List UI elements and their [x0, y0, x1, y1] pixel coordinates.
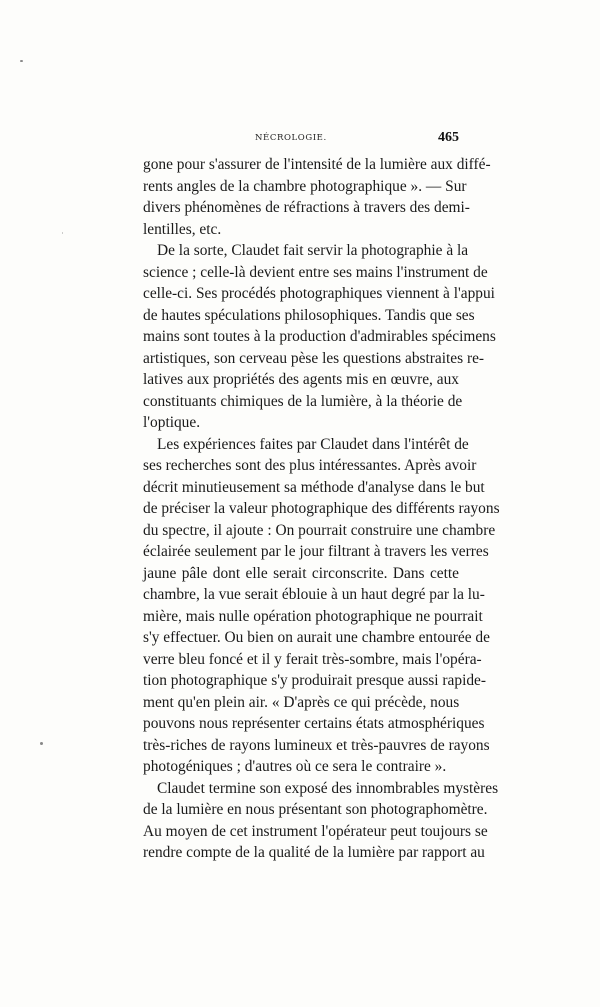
text-line: de préciser la valeur photographique des différents rayons	[143, 500, 500, 517]
page-number: 465	[438, 130, 459, 145]
text-line: Claudet termine son exposé des innombrables mystères	[157, 779, 499, 797]
text-line: Au moyen de cet instrument l'opérateur peut toujours se	[143, 822, 488, 840]
paragraph	[143, 240, 496, 434]
text-line: ses recherches sont des plus intéressantes. Après avoir	[143, 457, 477, 474]
scan-speck	[62, 232, 63, 234]
text-line: gone pour s'assurer de l'intensité de la lumière aux diffé-	[143, 156, 491, 173]
text-line: jaune pâle dont elle serait circonscrite. Dans cette	[143, 564, 459, 582]
text-line: éclairée seulement par le jour filtrant à travers les verres	[143, 543, 489, 560]
text-line: De la sorte, Claudet fait servir la photographie à la	[157, 242, 469, 259]
text-line: très-riches de rayons lumineux et très-pauvres de rayons	[143, 736, 490, 754]
text-line: science ; celle-là devient entre ses mains l'instrument de	[143, 263, 488, 281]
text-line: du spectre, il ajoute : On pourrait construire une chambre	[143, 521, 496, 539]
text-line: lentilles, etc.	[143, 220, 222, 238]
text-line: rents angles de la chambre photographique ». — Sur	[143, 177, 467, 195]
paragraph	[143, 434, 500, 778]
text-line: décrit minutieusement sa méthode d'analyse dans le but	[143, 478, 485, 496]
text-line: pouvons nous représenter certains états atmosphériques	[143, 715, 485, 732]
text-line: mière, mais nulle opération photographique ne pourrait	[143, 607, 483, 625]
text-line: latives aux propriétés des agents mis en œuvre, aux	[143, 371, 459, 388]
scan-speck	[20, 60, 23, 62]
running-head: NÉCROLOGIE.	[255, 133, 327, 143]
text-line: mains sont toutes à la production d'admirables spécimens	[143, 328, 496, 345]
text-line: rendre compte de la qualité de la lumière par rapport au	[143, 844, 485, 861]
text-line: chambre, la vue serait éblouie à un haut degré par la lu-	[143, 586, 485, 603]
text-line: verre bleu foncé et il y ferait très-sombre, mais l'opéra-	[143, 650, 482, 668]
text-line: constituants chimiques de la lumière, à la théorie de	[143, 392, 463, 410]
body-text	[143, 154, 500, 864]
text-line: tion photographique s'y produirait presque aussi rapide-	[143, 672, 486, 689]
paragraph	[143, 154, 491, 240]
text-line: artistiques, son cerveau pèse les questions abstraites re-	[143, 349, 485, 367]
scan-speck	[40, 742, 43, 745]
text-line: Les expériences faites par Claudet dans l'intérêt de	[157, 435, 469, 453]
text-line: s'y effectuer. Ou bien on aurait une chambre entourée de	[143, 629, 490, 646]
text-line: photogéniques ; d'autres où ce sera le contraire ».	[143, 758, 447, 775]
page-header	[143, 130, 459, 150]
text-line: ment qu'en plein air. « D'après ce qui précède, nous	[143, 693, 460, 711]
text-line: celle-ci. Ses procédés photographiques viennent à l'appui	[143, 285, 495, 302]
text-line: de hautes spéculations philosophiques. Tandis que ses	[143, 306, 475, 324]
text-line: de la lumière en nous présentant son photographomètre.	[143, 801, 488, 818]
text-line: divers phénomènes de réfractions à travers des demi-	[143, 199, 470, 216]
paragraph	[143, 778, 499, 864]
text-line: l'optique.	[143, 414, 201, 431]
